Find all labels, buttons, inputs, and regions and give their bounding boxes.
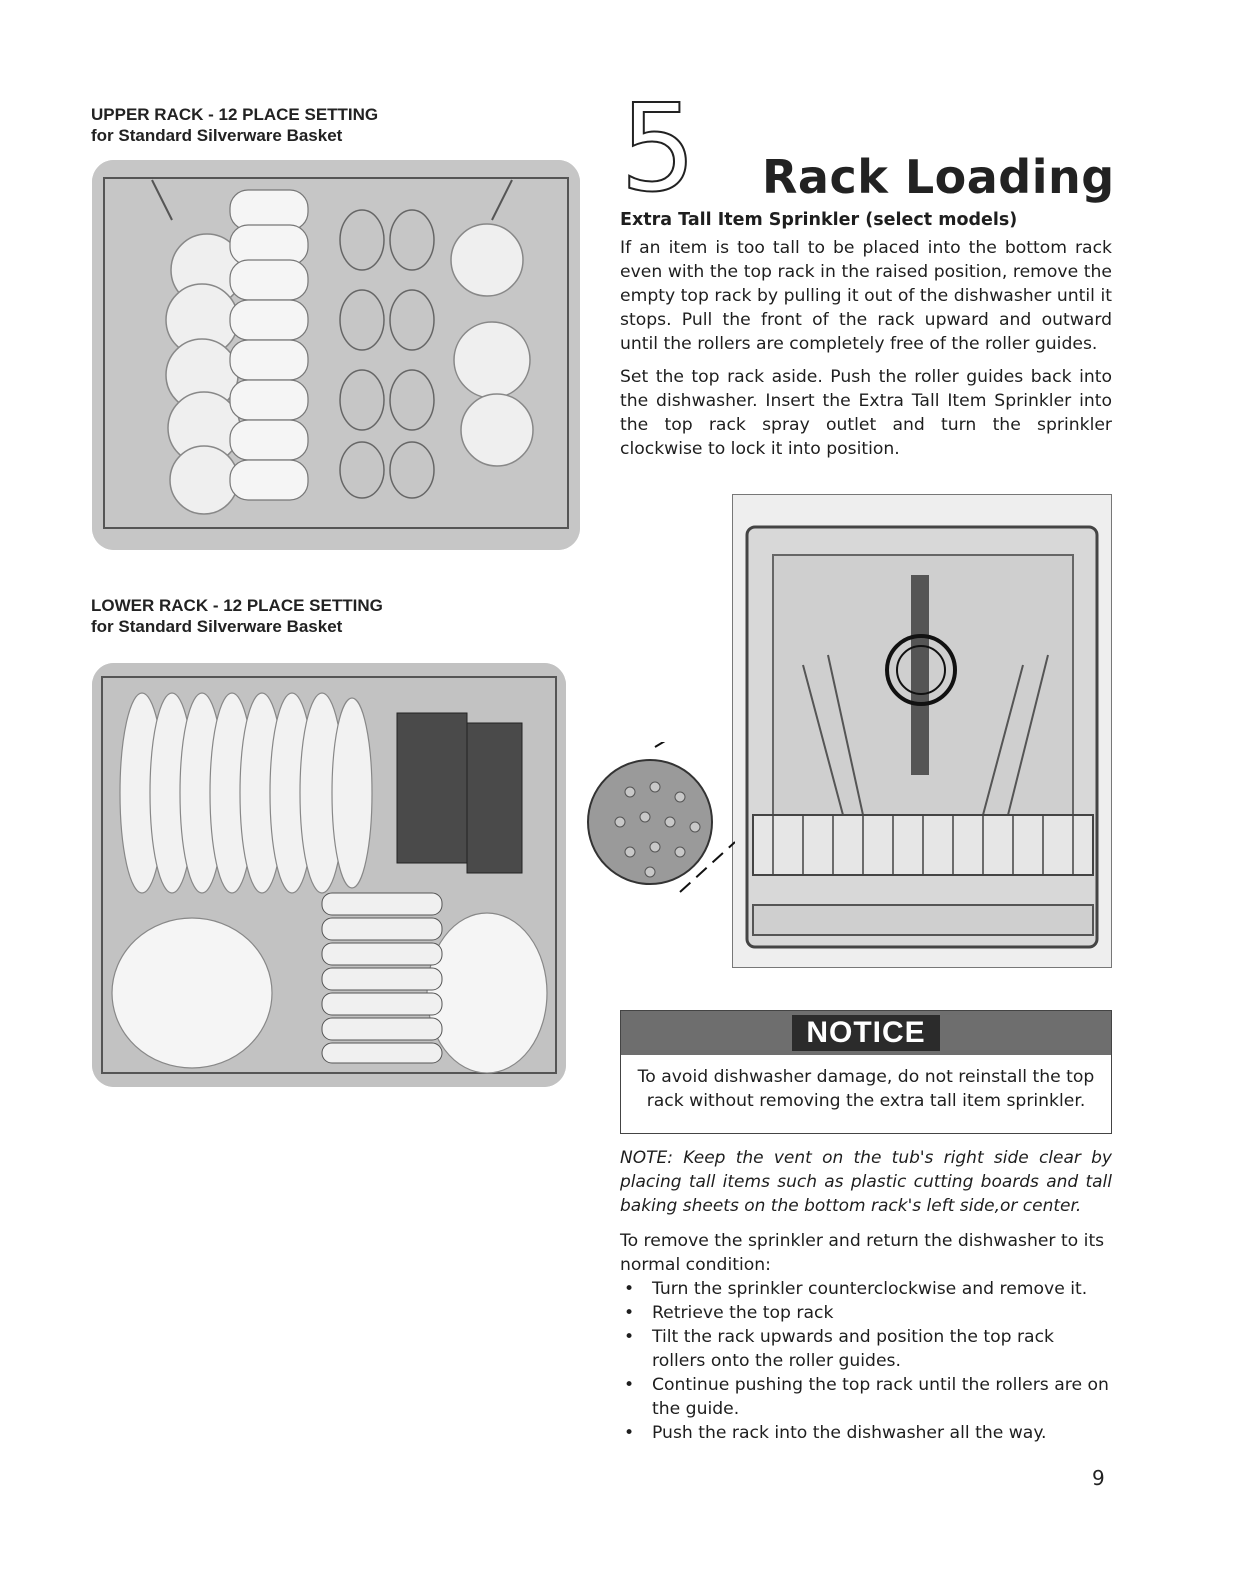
subheading: Extra Tall Item Sprinkler (select models) [620,210,1018,230]
section-number-text: 5 [620,90,697,200]
bullet-icon: • [624,1423,635,1443]
section-title: Rack Loading [762,150,1115,204]
bullet-icon: • [624,1303,635,1323]
notice-box [620,1010,1112,1134]
bullet-icon: • [624,1327,635,1347]
step-text: Retrieve the top rack [652,1303,834,1323]
body-text [620,236,1112,461]
removal-intro: To remove the sprinkler and return the dishwasher to its normal condition: [620,1231,1105,1275]
step-text: Continue pushing the top rack until the rollers are on the guide. [652,1375,1109,1419]
list-item [620,1277,1112,1301]
upper-rack-photo [92,160,580,550]
notice-label: NOTICE [792,1015,939,1051]
paragraph: Set the top rack aside. Push the roller guides back into the dishwasher. Insert the Extra Tall Item Sprinkler into the top rack spray outlet and turn the sprinkler clockwise to lock it into position. [620,367,1112,459]
dishwasher-illustration [732,494,1112,968]
removal-steps [620,1277,1112,1445]
step-text: Push the rack into the dishwasher all the way. [652,1423,1047,1443]
list-item [620,1373,1112,1421]
note-text: NOTE: Keep the vent on the tub's right side clear by placing tall items such as plastic cutting boards and tall baking sheets on the bottom rack's left side,or center. [620,1148,1112,1216]
list-item [620,1325,1112,1373]
list-item [620,1301,1112,1325]
bullet-icon: • [624,1279,635,1299]
upper-rack-caption [91,104,378,146]
lower-rack-subtitle: for Standard Silverware Basket [91,617,343,636]
lower-rack-title: LOWER RACK - 12 PLACE SETTING [91,596,383,615]
lower-rack-photo [92,663,566,1087]
step-text: Tilt the rack upwards and position the top rack rollers onto the roller guides. [652,1327,1054,1371]
notice-header [621,1011,1111,1055]
list-item [620,1421,1112,1445]
removal-instructions [620,1229,1112,1445]
notice-text: To avoid dishwasher damage, do not reinstall the top rack without removing the extra tall item sprinkler. [637,1067,1095,1111]
step-text: Turn the sprinkler counterclockwise and remove it. [652,1279,1088,1299]
upper-rack-subtitle: for Standard Silverware Basket [91,126,343,145]
page-number: 9 [1092,1466,1105,1490]
upper-rack-title: UPPER RACK - 12 PLACE SETTING [91,105,379,124]
sprinkler-detail [585,742,735,917]
lower-rack-caption [91,595,383,637]
paragraph: If an item is too tall to be placed into the bottom rack even with the top rack in the raised position, remove the empty top rack by pulling it out of the dishwasher until it stops. Pull the front of the rack upward and outward until the rollers are completely free of the roller guides. [620,238,1112,354]
bullet-icon: • [624,1375,635,1395]
section-number [618,90,708,200]
